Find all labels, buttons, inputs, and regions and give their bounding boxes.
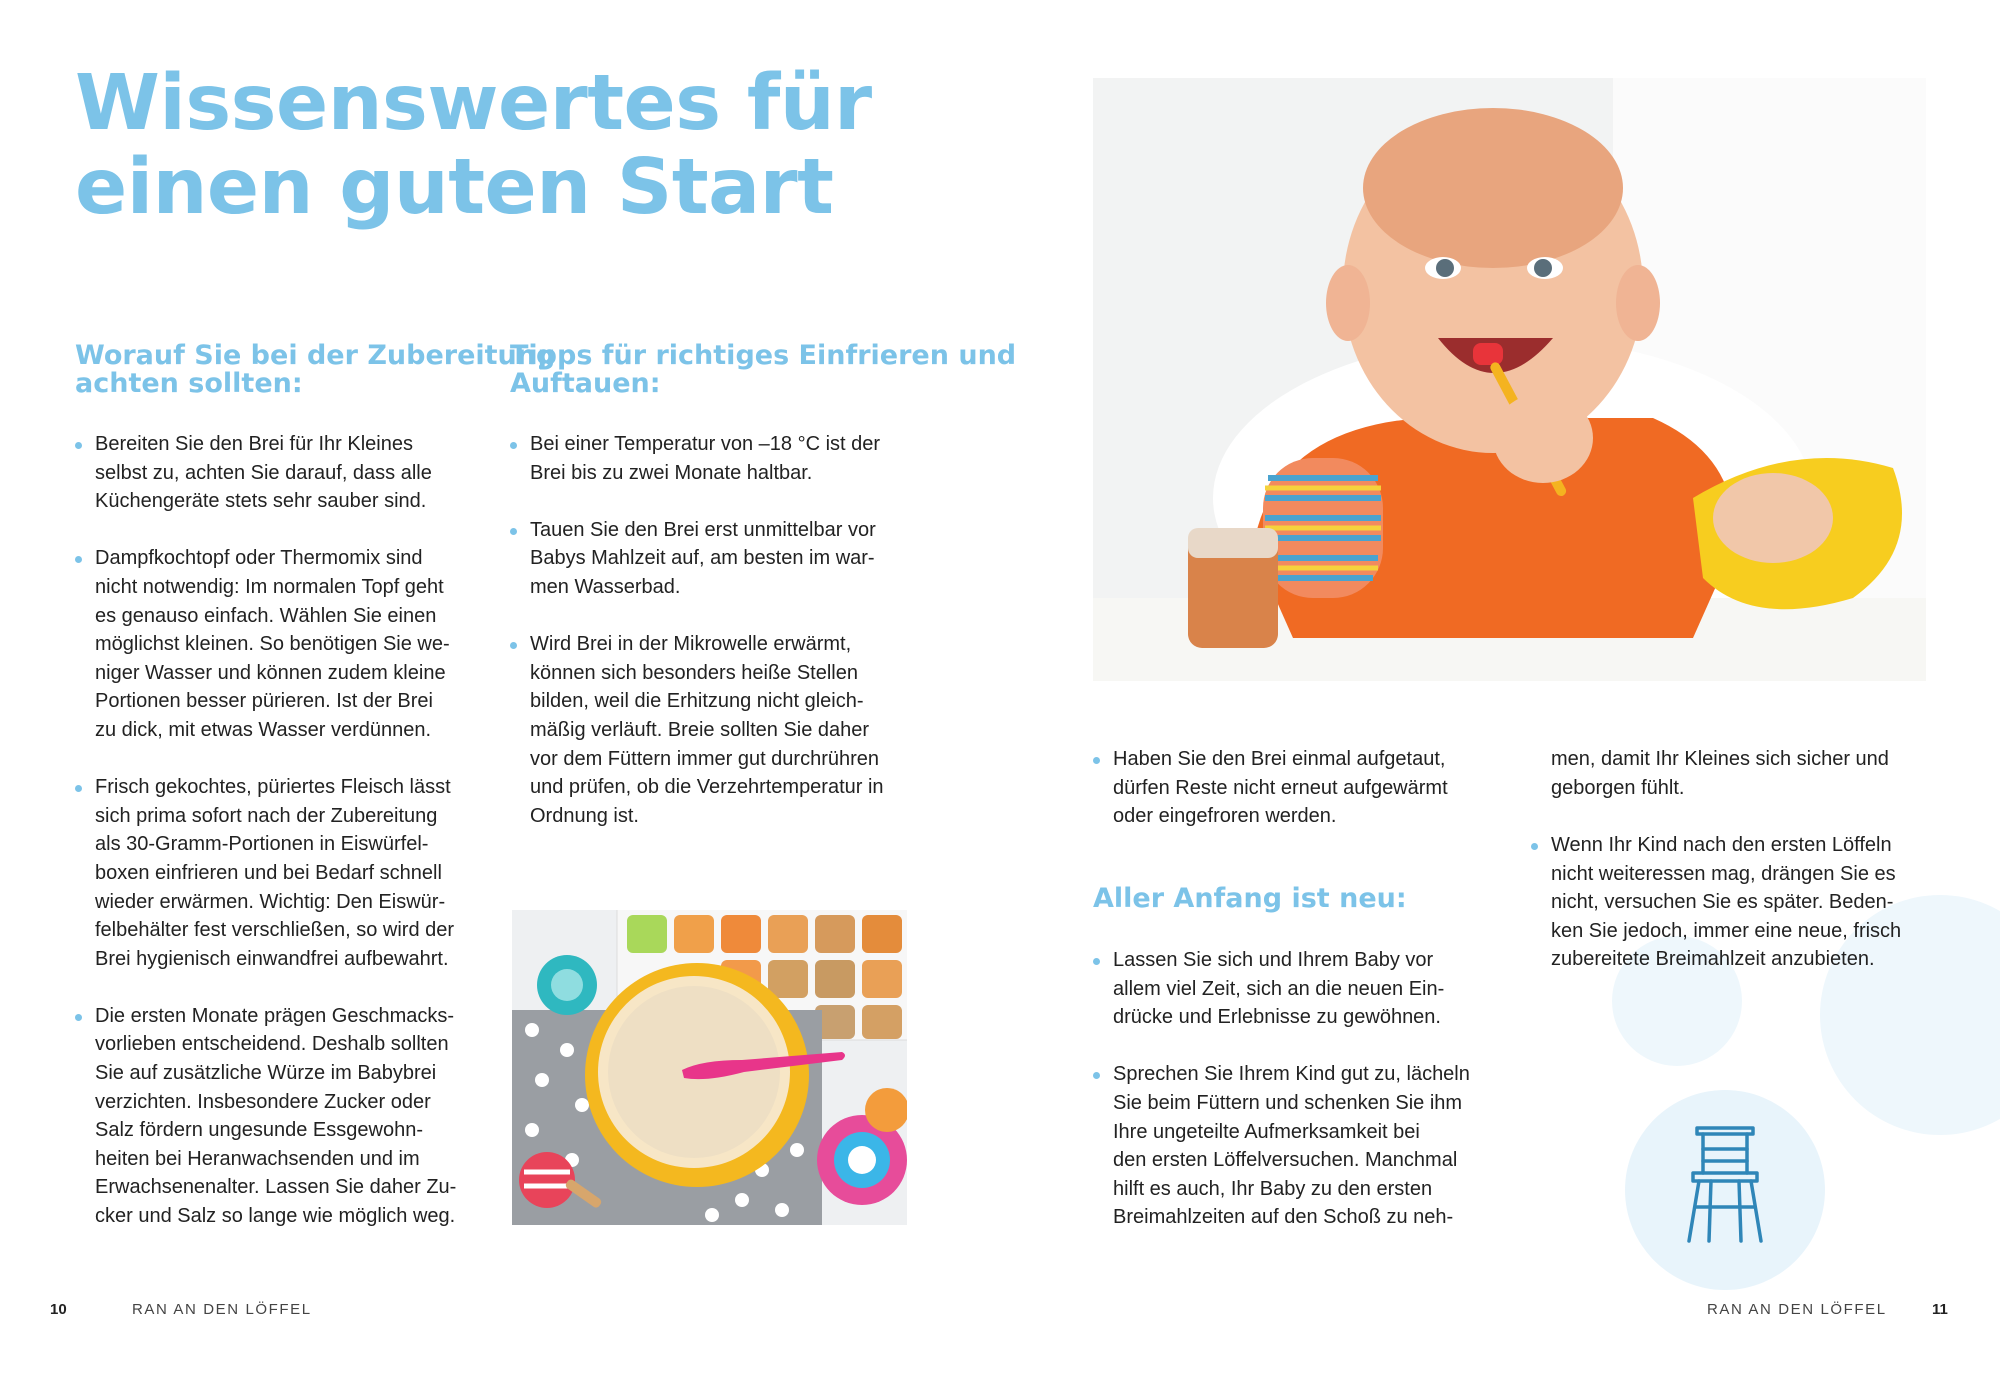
text-line: Wenn Ihr Kind nach den ersten Löffeln bbox=[1551, 834, 1892, 856]
text-line: niger Wasser und können zudem kleine bbox=[95, 661, 446, 684]
list-item bbox=[75, 1002, 485, 1231]
section-heading-beginning bbox=[1093, 885, 1407, 913]
text-line: nicht, versuchen Sie es später. Beden- bbox=[1551, 891, 1894, 914]
text-line: boxen einfrieren und bei Bedarf schnell bbox=[95, 861, 442, 884]
text-line: verzichten. Insbesondere Zucker oder bbox=[95, 1090, 431, 1113]
text-line: und prüfen, ob die Verzehrtemperatur in bbox=[530, 776, 884, 799]
list-item bbox=[1531, 831, 1961, 974]
text-line: Frisch gekochtes, püriertes Fleisch lässt bbox=[95, 776, 451, 799]
list-item bbox=[75, 430, 485, 516]
text-line: bilden, weil die Erhitzung nicht gleich- bbox=[530, 690, 864, 713]
baby-food-illustration bbox=[512, 910, 907, 1225]
text-line: Salz fördern ungesunde Essgewohn- bbox=[95, 1119, 423, 1142]
text-line: men, damit Ihr Kleines sich sicher und bbox=[1551, 748, 1889, 770]
text-line: selbst zu, achten Sie darauf, dass alle bbox=[95, 461, 432, 484]
list-item bbox=[1093, 1060, 1513, 1232]
text-line: es genauso einfach. Wählen Sie einen bbox=[95, 604, 437, 627]
text-line: ken Sie jedoch, immer eine neue, frisch bbox=[1551, 919, 1902, 942]
baby-photo bbox=[1093, 78, 1926, 681]
text-line: allem viel Zeit, sich an die neuen Ein- bbox=[1113, 977, 1445, 1000]
text-line: Sie beim Füttern und schenken Sie ihm bbox=[1113, 1091, 1463, 1114]
text-line: Dampfkochtopf oder Thermomix sind bbox=[95, 547, 423, 570]
text-line: möglichst kleinen. So benötigen Sie we- bbox=[95, 633, 450, 656]
text-line: Tauen Sie den Brei erst unmittelbar vor bbox=[530, 518, 876, 541]
text-line: Küchengeräte stets sehr sauber sind. bbox=[95, 490, 427, 513]
text-line: sich prima sofort nach der Zubereitung bbox=[95, 804, 438, 827]
highchair-icon-svg bbox=[1685, 1125, 1765, 1245]
text-line: Brei bis zu zwei Monate haltbar. bbox=[530, 461, 813, 484]
text-line: men Wasserbad. bbox=[530, 575, 681, 598]
text-line: Haben Sie den Brei einmal aufgetaut, bbox=[1113, 748, 1446, 770]
title-line-1: Wissenswertes für bbox=[75, 59, 872, 148]
text-line: Breimahlzeiten auf den Schoß zu neh- bbox=[1113, 1206, 1454, 1229]
continuation-text bbox=[1531, 745, 1961, 802]
text-line: nicht weiteressen mag, drängen Sie es bbox=[1551, 862, 1896, 885]
patience-list bbox=[1531, 831, 1961, 1003]
heading-line: achten sollten: bbox=[75, 368, 303, 399]
text-line: Ordnung ist. bbox=[530, 804, 639, 827]
baby-illustration bbox=[1093, 78, 1926, 681]
section-heading-freezing bbox=[510, 342, 1016, 398]
highchair-icon bbox=[1685, 1125, 1765, 1245]
heading-line: Tipps für richtiges Einfrieren und bbox=[510, 340, 1017, 371]
text-line: Erwachsenenalter. Lassen Sie daher Zu- bbox=[95, 1176, 457, 1199]
page-number-right: 11 bbox=[1932, 1301, 1948, 1318]
text-line: Portionen besser pürieren. Ist der Brei bbox=[95, 690, 433, 713]
list-item bbox=[510, 630, 920, 830]
text-line: wieder erwärmen. Wichtig: Den Eiswür- bbox=[95, 890, 446, 913]
heading-line: Aller Anfang ist neu: bbox=[1093, 883, 1407, 914]
list-item bbox=[1093, 745, 1513, 831]
footer-section-right: RAN AN DEN LÖFFEL bbox=[1707, 1301, 1887, 1318]
text-line: mäßig verläuft. Breie sollten Sie daher bbox=[530, 718, 870, 741]
text-line: nicht notwendig: Im normalen Topf geht bbox=[95, 575, 444, 598]
list-item bbox=[75, 773, 485, 973]
text-line: Lassen Sie sich und Ihrem Baby vor bbox=[1113, 949, 1434, 971]
list-item bbox=[510, 430, 920, 487]
section-heading-preparation bbox=[75, 342, 555, 398]
text-line: cker und Salz so lange wie möglich weg. bbox=[95, 1205, 456, 1228]
heading-line: Auftauen: bbox=[510, 368, 661, 399]
text-line: felbehälter fest verschließen, so wird der bbox=[95, 919, 455, 942]
text-line: Bereiten Sie den Brei für Ihr Kleines bbox=[95, 433, 413, 455]
thawing-list bbox=[1093, 745, 1513, 859]
text-line: können sich besonders heiße Stellen bbox=[530, 661, 858, 684]
text-line: Wird Brei in der Mikrowelle erwärmt, bbox=[530, 633, 852, 656]
page-title bbox=[75, 59, 872, 232]
text-line: Sie auf zusätzliche Würze im Babybrei bbox=[95, 1062, 437, 1085]
text-line: oder eingefroren werden. bbox=[1113, 805, 1337, 828]
text-line: zubereitete Breimahlzeit anzubieten. bbox=[1551, 948, 1875, 971]
text-line: heiten bei Heranwachsenden und im bbox=[95, 1147, 420, 1170]
text-line: geborgen fühlt. bbox=[1551, 776, 1685, 799]
text-line: drücke und Erlebnisse zu gewöhnen. bbox=[1113, 1006, 1441, 1029]
list-item bbox=[1093, 946, 1513, 1032]
title-line-2: einen guten Start bbox=[75, 143, 834, 232]
text-line: vor dem Füttern immer gut durchrühren bbox=[530, 747, 880, 770]
text-line: vorlieben entscheidend. Deshalb sollten bbox=[95, 1033, 449, 1056]
heading-line: Worauf Sie bei der Zubereitung bbox=[75, 340, 556, 371]
footer-section-left: RAN AN DEN LÖFFEL bbox=[132, 1301, 312, 1318]
text-line: Ihre ungeteilte Aufmerksamkeit bei bbox=[1113, 1120, 1420, 1143]
text-line: Die ersten Monate prägen Geschmacks- bbox=[95, 1004, 455, 1027]
text-line: dürfen Reste nicht erneut aufgewärmt bbox=[1113, 776, 1448, 799]
baby-food-photo bbox=[512, 910, 907, 1225]
page-number-left: 10 bbox=[50, 1301, 67, 1318]
text-line: zu dick, mit etwas Wasser verdünnen. bbox=[95, 718, 432, 741]
preparation-list bbox=[75, 430, 485, 1259]
text-line: als 30-Gramm-Portionen in Eiswürfel- bbox=[95, 833, 429, 856]
text-line: hilft es auch, Ihr Baby zu den ersten bbox=[1113, 1177, 1433, 1200]
text-line: Sprechen Sie Ihrem Kind gut zu, lächeln bbox=[1113, 1063, 1470, 1086]
freezing-list bbox=[510, 430, 920, 859]
beginning-list bbox=[1093, 946, 1513, 1261]
text-line: Babys Mahlzeit auf, am besten im war- bbox=[530, 547, 875, 570]
text-line: den ersten Löffelversuchen. Manchmal bbox=[1113, 1149, 1458, 1172]
list-item bbox=[510, 516, 920, 602]
text-line: Brei hygienisch einwandfrei aufbewahrt. bbox=[95, 947, 449, 970]
list-item bbox=[75, 544, 485, 744]
text-line: Bei einer Temperatur von –18 °C ist der bbox=[530, 433, 881, 455]
